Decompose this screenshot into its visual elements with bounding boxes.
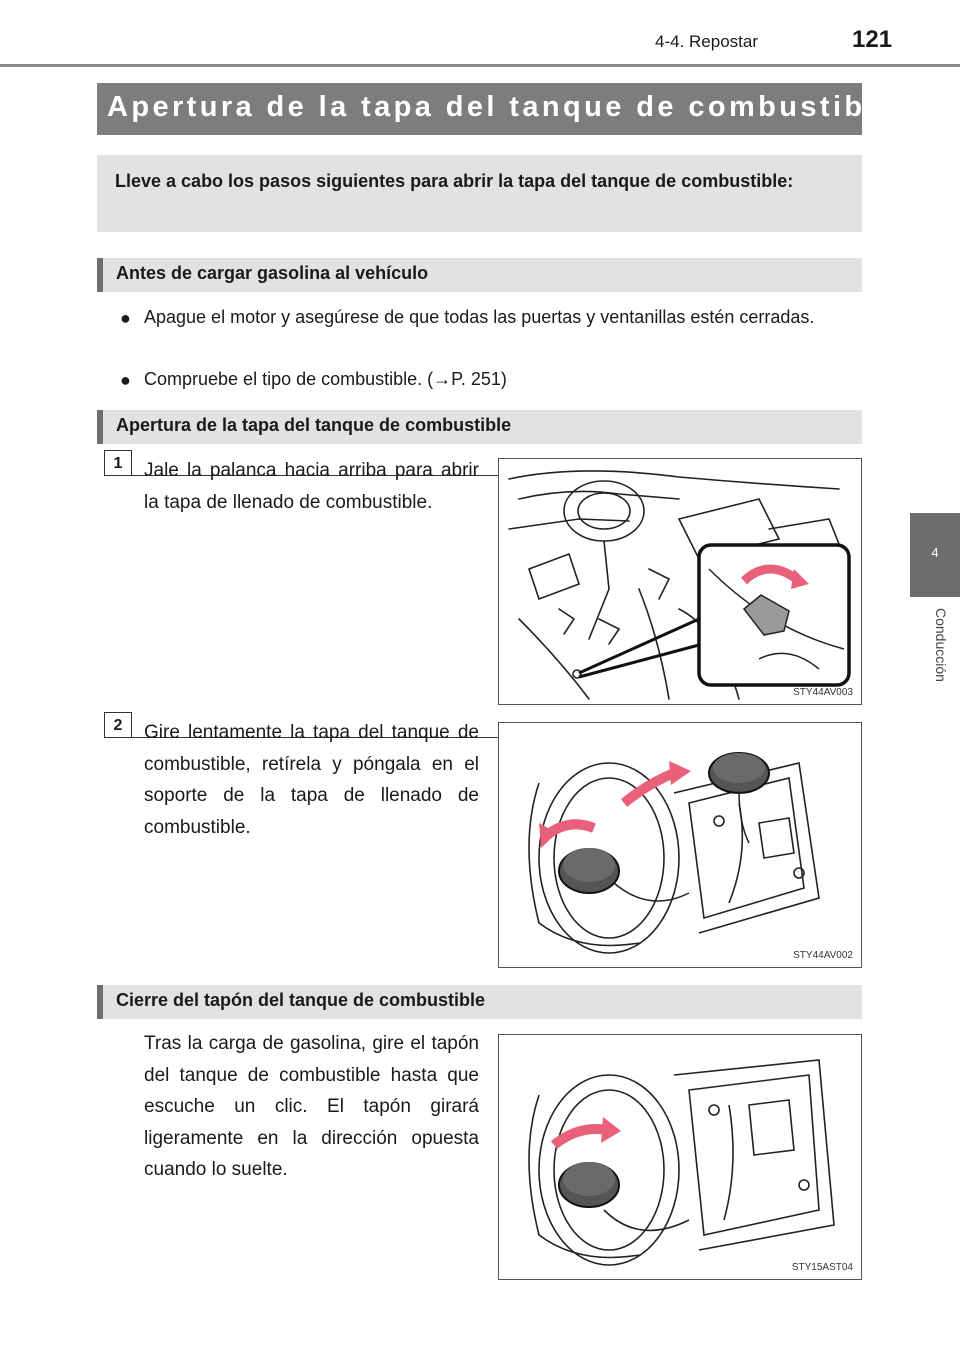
chapter-tab-label: Conducción (933, 608, 949, 682)
chapter-tab: 4 (910, 513, 960, 597)
intro-text: Lleve a cabo los pasos siguientes para abrir la tapa del tanque de combustible: (115, 171, 794, 191)
step-number: 1 (104, 450, 132, 476)
figure-code: STY44AV002 (793, 950, 853, 961)
bullet-text: Compruebe el tipo de combustible. (→P. 251) (144, 369, 507, 389)
step-text: Jale la palanca hacia arriba para abrir la tapa de llenado de combustible. (144, 460, 479, 513)
before-fueling-heading: Antes de cargar gasolina al vehículo (97, 258, 862, 292)
bullet-item (120, 302, 860, 333)
fuel-cap-removal-illustration (498, 722, 862, 968)
fuel-cap-closing-illustration (498, 1034, 862, 1280)
closing-heading: Cierre del tapón del tanque de combustible (97, 985, 862, 1019)
step-number: 2 (104, 712, 132, 738)
bullet-text: Apague el motor y asegúrese de que todas las puertas y ventanillas estén cerradas. (144, 307, 815, 327)
section-reference: 4-4. Repostar (655, 32, 758, 51)
fuel-cap-drawing (499, 723, 862, 968)
bullet-icon: ● (120, 370, 131, 390)
closing-text: Tras la carga de gasolina, gire el tapón del tanque de combustible hasta que escuche un clic. El tapón girará ligeramente en la dirección opuesta cuando lo suelte. (144, 1033, 479, 1180)
opening-heading: Apertura de la tapa del tanque de combustible (97, 410, 862, 444)
figure-code: STY44AV003 (793, 687, 853, 698)
page-number: 121 (852, 26, 893, 53)
interior-lever-illustration (498, 458, 862, 705)
dashboard-drawing (499, 459, 862, 705)
bullet-item (120, 364, 860, 395)
page-title: Apertura de la tapa del tanque de combustible (97, 83, 862, 135)
fuel-cap-closing-drawing (499, 1035, 862, 1280)
step-text: Gire lentamente la tapa del tanque de combustible, retírela y póngala en el soporte de la tapa de llenado de combustible. (144, 722, 479, 838)
figure-code: STY15AST04 (791, 1262, 853, 1273)
header-divider (0, 64, 960, 67)
intro-box (97, 155, 862, 232)
bullet-icon: ● (120, 308, 131, 328)
